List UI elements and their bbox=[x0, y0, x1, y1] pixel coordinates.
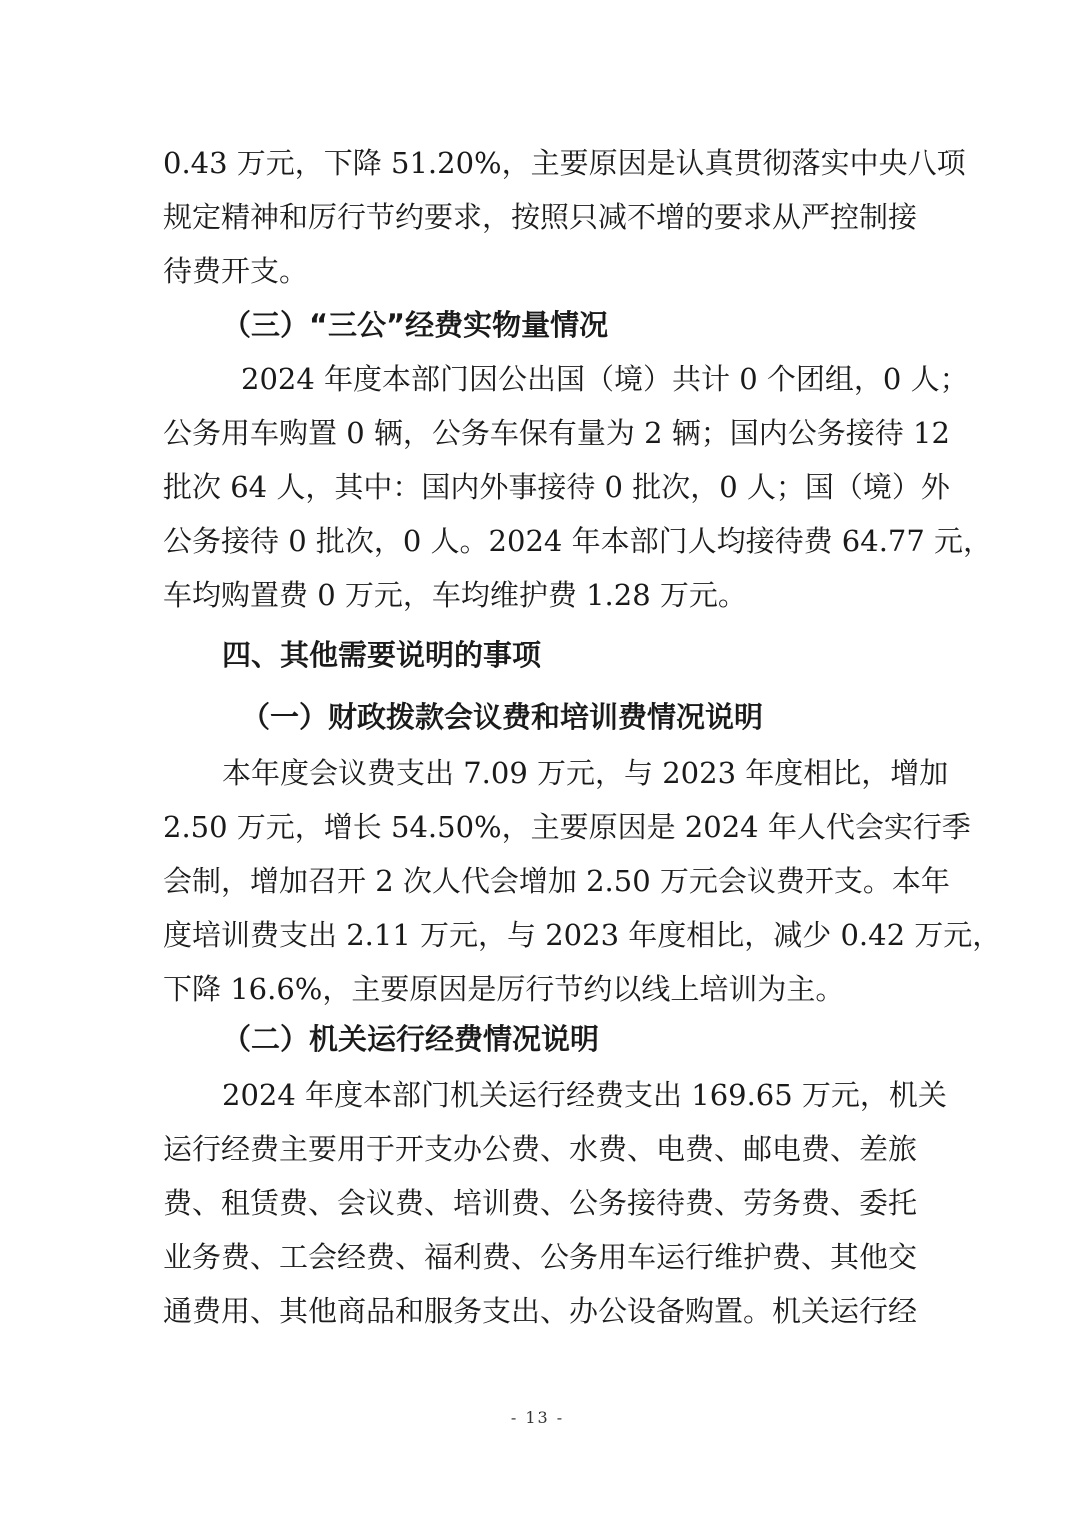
section-three-subheading: （三）“三公”经费实物量情况 bbox=[222, 308, 609, 342]
paragraph-line: 2.50 万元，增长 54.50%，主要原因是 2024 年人代会实行季 bbox=[163, 810, 971, 844]
paragraph-line: 车均购置费 0 万元，车均维护费 1.28 万元。 bbox=[163, 578, 747, 612]
paragraph-line: 运行经费主要用于开支办公费、水费、电费、邮电费、差旅 bbox=[163, 1132, 918, 1166]
paragraph-line: 下降 16.6%，主要原因是厉行节约以线上培训为主。 bbox=[163, 972, 845, 1006]
paragraph-line: 费、租赁费、会议费、培训费、公务接待费、劳务费、委托 bbox=[163, 1186, 918, 1220]
paragraph-line: 公务接待 0 批次，0 人。2024 年本部门人均接待费 64.77 元， bbox=[163, 524, 993, 558]
paragraph-line: 2024 年度本部门因公出国（境）共计 0 个团组，0 人； bbox=[241, 362, 969, 396]
paragraph-line: 公务用车购置 0 辆，公务车保有量为 2 辆；国内公务接待 12 bbox=[163, 416, 950, 450]
paragraph-line: 本年度会议费支出 7.09 万元，与 2023 年度相比，增加 bbox=[222, 756, 949, 790]
paragraph-line: 待费开支。 bbox=[163, 254, 309, 288]
paragraph-line: 2024 年度本部门机关运行经费支出 169.65 万元，机关 bbox=[222, 1078, 947, 1112]
page-number: - 13 - bbox=[510, 1408, 565, 1427]
section-four-sub-one: （一）财政拨款会议费和培训费情况说明 bbox=[241, 700, 764, 734]
paragraph-line: 会制，增加召开 2 次人代会增加 2.50 万元会议费开支。本年 bbox=[163, 864, 950, 898]
paragraph-line: 批次 64 人，其中：国内外事接待 0 批次，0 人；国（境）外 bbox=[163, 470, 950, 504]
section-four-sub-two: （二）机关运行经费情况说明 bbox=[222, 1022, 600, 1056]
paragraph-line: 通费用、其他商品和服务支出、办公设备购置。机关运行经 bbox=[163, 1294, 918, 1328]
paragraph-line: 规定精神和厉行节约要求，按照只减不增的要求从严控制接 bbox=[163, 200, 918, 234]
paragraph-line: 0.43 万元，下降 51.20%，主要原因是认真贯彻落实中央八项 bbox=[163, 146, 966, 180]
paragraph-line: 度培训费支出 2.11 万元，与 2023 年度相比，减少 0.42 万元， bbox=[163, 918, 1002, 952]
section-four-heading: 四、其他需要说明的事项 bbox=[222, 638, 542, 672]
paragraph-line: 业务费、工会经费、福利费、公务用车运行维护费、其他交 bbox=[163, 1240, 918, 1274]
